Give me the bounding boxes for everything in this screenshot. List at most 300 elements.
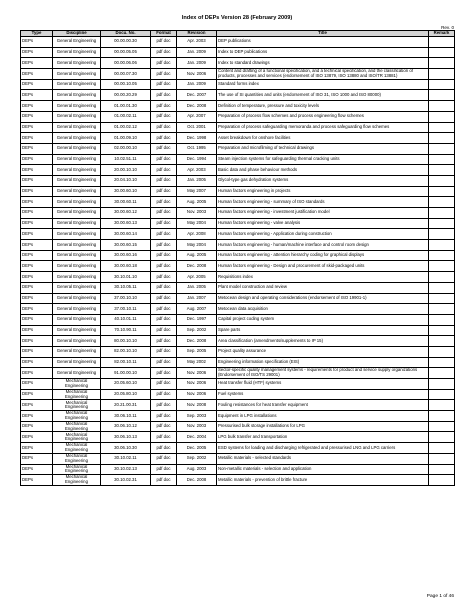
cell-format: pdf doc bbox=[151, 389, 177, 400]
cell-format: pdf doc bbox=[151, 58, 177, 69]
cell-docu-no: 30.06.10.11 bbox=[101, 411, 151, 422]
cell-type: DEPs bbox=[21, 250, 53, 261]
table-row bbox=[21, 346, 455, 357]
table-body bbox=[21, 37, 455, 486]
column-header-revision: Revision bbox=[177, 31, 217, 37]
table-row bbox=[21, 165, 455, 176]
cell-revision: Jan. 2009 bbox=[177, 58, 217, 69]
cell-discipline: General Engineering bbox=[53, 154, 101, 165]
table-row bbox=[21, 400, 455, 411]
cell-type: DEPs bbox=[21, 37, 53, 48]
cell-title: Pressurised bulk storage installations for LPG bbox=[217, 421, 429, 432]
cell-remark bbox=[429, 122, 455, 133]
cell-remark bbox=[429, 304, 455, 315]
cell-docu-no: 20.04.10.10 bbox=[101, 175, 151, 186]
cell-revision: Aug. 2003 bbox=[177, 464, 217, 475]
cell-docu-no: 01.00.02.11 bbox=[101, 111, 151, 122]
cell-docu-no: 00.00.10.05 bbox=[101, 79, 151, 90]
cell-title: Human factors engineering - Design and procurement of skid-packaged units bbox=[217, 261, 429, 272]
cell-remark bbox=[429, 421, 455, 432]
cell-discipline: Mechanical Engineering bbox=[53, 453, 101, 464]
cell-discipline: Mechanical Engineering bbox=[53, 443, 101, 454]
cell-title: Index to standard drawings bbox=[217, 58, 429, 69]
cell-discipline: General Engineering bbox=[53, 197, 101, 208]
cell-docu-no: 00.00.07.30 bbox=[101, 69, 151, 80]
cell-format: pdf doc bbox=[151, 90, 177, 101]
cell-revision: May 2004 bbox=[177, 218, 217, 229]
cell-format: pdf doc bbox=[151, 421, 177, 432]
table-row bbox=[21, 357, 455, 368]
column-header-title: Title bbox=[217, 31, 429, 37]
cell-type: DEPs bbox=[21, 389, 53, 400]
cell-title: The use of SI quantities and units (endorsement of ISO 31, ISO 1000 and ISO 80000) bbox=[217, 90, 429, 101]
cell-type: DEPs bbox=[21, 411, 53, 422]
cell-format: pdf doc bbox=[151, 368, 177, 379]
cell-format: pdf doc bbox=[151, 154, 177, 165]
column-header-type: Type bbox=[21, 31, 53, 37]
cell-type: DEPs bbox=[21, 293, 53, 304]
cell-revision: Sep. 2003 bbox=[177, 411, 217, 422]
cell-discipline: General Engineering bbox=[53, 69, 101, 80]
cell-format: pdf doc bbox=[151, 69, 177, 80]
cell-title: Human factors engineering - investment justification model bbox=[217, 208, 429, 219]
cell-discipline: General Engineering bbox=[53, 175, 101, 186]
table-row bbox=[21, 197, 455, 208]
cell-title: Definition of temperature, pressure and toxicity levels bbox=[217, 101, 429, 112]
cell-title: Preparation of process flow schemes and process engineering flow schemes bbox=[217, 111, 429, 122]
cell-format: pdf doc bbox=[151, 240, 177, 251]
cell-discipline: Mechanical Engineering bbox=[53, 379, 101, 390]
cell-docu-no: 70.10.90.11 bbox=[101, 325, 151, 336]
cell-revision: Dec. 1994 bbox=[177, 154, 217, 165]
cell-revision: Aug. 2005 bbox=[177, 197, 217, 208]
cell-remark bbox=[429, 346, 455, 357]
table-row bbox=[21, 379, 455, 390]
table-row bbox=[21, 229, 455, 240]
cell-docu-no: 20.00.10.10 bbox=[101, 165, 151, 176]
table-row bbox=[21, 453, 455, 464]
cell-docu-no: 30.06.10.30 bbox=[101, 443, 151, 454]
cell-docu-no: 30.00.60.14 bbox=[101, 229, 151, 240]
cell-remark bbox=[429, 79, 455, 90]
cell-docu-no: 30.00.60.16 bbox=[101, 250, 151, 261]
cell-revision: Nov. 2008 bbox=[177, 400, 217, 411]
cell-format: pdf doc bbox=[151, 208, 177, 219]
cell-docu-no: 00.00.20.29 bbox=[101, 90, 151, 101]
table-row bbox=[21, 218, 455, 229]
cell-type: DEPs bbox=[21, 186, 53, 197]
cell-title: ESD systems for loading and discharging refrigerated and pressurised LNG and LPG carriers bbox=[217, 443, 429, 454]
cell-format: pdf doc bbox=[151, 346, 177, 357]
cell-format: pdf doc bbox=[151, 165, 177, 176]
cell-title: Area classification (amendments/supplements to IP 15) bbox=[217, 336, 429, 347]
cell-format: pdf doc bbox=[151, 143, 177, 154]
cell-revision: Sep. 2002 bbox=[177, 453, 217, 464]
cell-type: DEPs bbox=[21, 282, 53, 293]
document-title: Index of DEPs Version 28 (February 2009) bbox=[181, 15, 293, 21]
cell-title: Human factors engineering - human/machine interface and control room design bbox=[217, 240, 429, 251]
cell-format: pdf doc bbox=[151, 314, 177, 325]
cell-type: DEPs bbox=[21, 453, 53, 464]
table-row bbox=[21, 47, 455, 58]
table-row bbox=[21, 336, 455, 347]
cell-discipline: General Engineering bbox=[53, 272, 101, 283]
cell-type: DEPs bbox=[21, 357, 53, 368]
cell-title: Equipment in LPG installations bbox=[217, 411, 429, 422]
cell-remark bbox=[429, 411, 455, 422]
cell-type: DEPs bbox=[21, 111, 53, 122]
cell-type: DEPs bbox=[21, 346, 53, 357]
cell-format: pdf doc bbox=[151, 411, 177, 422]
cell-type: DEPs bbox=[21, 336, 53, 347]
cell-type: DEPs bbox=[21, 175, 53, 186]
cell-docu-no: 20.05.80.10 bbox=[101, 389, 151, 400]
cell-revision: Dec. 2008 bbox=[177, 101, 217, 112]
cell-format: pdf doc bbox=[151, 432, 177, 443]
cell-format: pdf doc bbox=[151, 379, 177, 390]
cell-docu-no: 20.05.60.10 bbox=[101, 379, 151, 390]
cell-docu-no: 20.21.00.31 bbox=[101, 400, 151, 411]
table-row bbox=[21, 475, 455, 486]
cell-docu-no: 01.00.09.10 bbox=[101, 133, 151, 144]
table-row bbox=[21, 282, 455, 293]
cell-docu-no: 30.06.10.12 bbox=[101, 421, 151, 432]
cell-title: Heat transfer fluid (HTF) systems bbox=[217, 379, 429, 390]
cell-remark bbox=[429, 143, 455, 154]
cell-remark bbox=[429, 336, 455, 347]
cell-discipline: General Engineering bbox=[53, 37, 101, 48]
cell-remark bbox=[429, 368, 455, 379]
table-row bbox=[21, 325, 455, 336]
cell-revision: May 2007 bbox=[177, 186, 217, 197]
cell-discipline: General Engineering bbox=[53, 261, 101, 272]
cell-discipline: General Engineering bbox=[53, 111, 101, 122]
cell-docu-no: 30.06.10.13 bbox=[101, 432, 151, 443]
table-row bbox=[21, 443, 455, 454]
cell-revision: Nov. 2006 bbox=[177, 389, 217, 400]
cell-remark bbox=[429, 154, 455, 165]
cell-docu-no: 37.00.10.10 bbox=[101, 293, 151, 304]
table-row bbox=[21, 240, 455, 251]
cell-docu-no: 30.10.02.13 bbox=[101, 464, 151, 475]
cell-title: Index to DEP publications bbox=[217, 47, 429, 58]
cell-type: DEPs bbox=[21, 197, 53, 208]
table-row bbox=[21, 186, 455, 197]
cell-discipline: General Engineering bbox=[53, 58, 101, 69]
table-row bbox=[21, 261, 455, 272]
cell-remark bbox=[429, 325, 455, 336]
cell-docu-no: 00.00.00.30 bbox=[101, 37, 151, 48]
table-row bbox=[21, 368, 455, 379]
cell-docu-no: 80.00.10.10 bbox=[101, 336, 151, 347]
cell-remark bbox=[429, 432, 455, 443]
cell-remark bbox=[429, 197, 455, 208]
cell-type: DEPs bbox=[21, 122, 53, 133]
table-row bbox=[21, 250, 455, 261]
table-row bbox=[21, 154, 455, 165]
cell-discipline: General Engineering bbox=[53, 325, 101, 336]
cell-title: Metocean data acquisition bbox=[217, 304, 429, 315]
cell-format: pdf doc bbox=[151, 218, 177, 229]
cell-discipline: General Engineering bbox=[53, 143, 101, 154]
cell-type: DEPs bbox=[21, 464, 53, 475]
cell-format: pdf doc bbox=[151, 101, 177, 112]
cell-title: Glycol-type gas dehydration systems bbox=[217, 175, 429, 186]
cell-revision: Dec. 1997 bbox=[177, 314, 217, 325]
cell-title: Metallic materials - prevention of brittle fracture bbox=[217, 475, 429, 486]
cell-title: LPG bulk transfer and transportation bbox=[217, 432, 429, 443]
cell-type: DEPs bbox=[21, 79, 53, 90]
cell-revision: Jan. 2005 bbox=[177, 175, 217, 186]
cell-discipline: Mechanical Engineering bbox=[53, 475, 101, 486]
cell-docu-no: 30.00.60.15 bbox=[101, 240, 151, 251]
cell-type: DEPs bbox=[21, 47, 53, 58]
cell-type: DEPs bbox=[21, 101, 53, 112]
cell-discipline: Mechanical Engineering bbox=[53, 400, 101, 411]
cell-remark bbox=[429, 475, 455, 486]
cell-format: pdf doc bbox=[151, 111, 177, 122]
cell-docu-no: 30.00.60.10 bbox=[101, 186, 151, 197]
table-row bbox=[21, 101, 455, 112]
cell-discipline: General Engineering bbox=[53, 368, 101, 379]
table-row bbox=[21, 411, 455, 422]
table-row bbox=[21, 421, 455, 432]
cell-title: Preparation of process safeguarding memoranda and process safeguarding flow schemes bbox=[217, 122, 429, 133]
cell-docu-no: 30.00.60.12 bbox=[101, 208, 151, 219]
cell-type: DEPs bbox=[21, 432, 53, 443]
cell-remark bbox=[429, 58, 455, 69]
table-row bbox=[21, 133, 455, 144]
cell-remark bbox=[429, 261, 455, 272]
cell-type: DEPs bbox=[21, 325, 53, 336]
table-row bbox=[21, 58, 455, 69]
cell-discipline: General Engineering bbox=[53, 208, 101, 219]
cell-revision: Oct. 2001 bbox=[177, 122, 217, 133]
cell-docu-no: 01.00.01.30 bbox=[101, 101, 151, 112]
cell-title: Engineering information specification (EIS) bbox=[217, 357, 429, 368]
cell-revision: Nov. 2006 bbox=[177, 368, 217, 379]
cell-remark bbox=[429, 47, 455, 58]
cell-type: DEPs bbox=[21, 272, 53, 283]
cell-discipline: General Engineering bbox=[53, 218, 101, 229]
column-header-discipline: Discipline bbox=[53, 31, 101, 37]
cell-discipline: General Engineering bbox=[53, 79, 101, 90]
cell-docu-no: 30.00.60.11 bbox=[101, 197, 151, 208]
cell-discipline: General Engineering bbox=[53, 293, 101, 304]
cell-docu-no: 91.00.00.10 bbox=[101, 368, 151, 379]
cell-docu-no: 30.10.01.10 bbox=[101, 272, 151, 283]
cell-remark bbox=[429, 165, 455, 176]
cell-type: DEPs bbox=[21, 240, 53, 251]
cell-format: pdf doc bbox=[151, 261, 177, 272]
cell-discipline: General Engineering bbox=[53, 357, 101, 368]
cell-remark bbox=[429, 111, 455, 122]
table-row bbox=[21, 79, 455, 90]
cell-revision: Jan. 2007 bbox=[177, 293, 217, 304]
cell-format: pdf doc bbox=[151, 282, 177, 293]
cell-docu-no: 01.00.02.12 bbox=[101, 122, 151, 133]
table-row bbox=[21, 90, 455, 101]
cell-revision: Dec. 2004 bbox=[177, 432, 217, 443]
cell-title: Basic data and phase behaviour methods bbox=[217, 165, 429, 176]
table-row bbox=[21, 143, 455, 154]
cell-type: DEPs bbox=[21, 368, 53, 379]
cell-docu-no: 30.10.02.11 bbox=[101, 453, 151, 464]
cell-remark bbox=[429, 389, 455, 400]
page-number: Page 1 of 46 bbox=[426, 594, 454, 599]
cell-discipline: General Engineering bbox=[53, 133, 101, 144]
cell-docu-no: 37.00.10.11 bbox=[101, 304, 151, 315]
cell-format: pdf doc bbox=[151, 186, 177, 197]
cell-format: pdf doc bbox=[151, 443, 177, 454]
cell-remark bbox=[429, 293, 455, 304]
cell-discipline: Mechanical Engineering bbox=[53, 411, 101, 422]
cell-format: pdf doc bbox=[151, 122, 177, 133]
cell-title: Human factors engineering - Application during construction bbox=[217, 229, 429, 240]
cell-format: pdf doc bbox=[151, 453, 177, 464]
cell-revision: May 2002 bbox=[177, 357, 217, 368]
cell-discipline: General Engineering bbox=[53, 282, 101, 293]
table-row bbox=[21, 111, 455, 122]
cell-format: pdf doc bbox=[151, 175, 177, 186]
cell-discipline: Mechanical Engineering bbox=[53, 464, 101, 475]
cell-revision: Dec. 1998 bbox=[177, 133, 217, 144]
cell-revision: Dec. 2007 bbox=[177, 90, 217, 101]
cell-revision: Apr. 2003 bbox=[177, 165, 217, 176]
cell-docu-no: 02.00.00.10 bbox=[101, 143, 151, 154]
column-header-docu-no: Docu. No. bbox=[101, 31, 151, 37]
cell-revision: Dec. 2005 bbox=[177, 443, 217, 454]
cell-revision: Apr. 2008 bbox=[177, 229, 217, 240]
cell-title: Preparation and microfilming of technical drawings bbox=[217, 143, 429, 154]
cell-revision: Apr. 2005 bbox=[177, 272, 217, 283]
table-row bbox=[21, 272, 455, 283]
cell-remark bbox=[429, 175, 455, 186]
cell-revision: Apr. 2003 bbox=[177, 37, 217, 48]
table-row bbox=[21, 175, 455, 186]
cell-revision: Apr. 2007 bbox=[177, 111, 217, 122]
cell-format: pdf doc bbox=[151, 400, 177, 411]
cell-remark bbox=[429, 400, 455, 411]
cell-revision: Dec. 2008 bbox=[177, 336, 217, 347]
cell-remark bbox=[429, 133, 455, 144]
cell-docu-no: 30.10.05.11 bbox=[101, 282, 151, 293]
cell-format: pdf doc bbox=[151, 357, 177, 368]
cell-type: DEPs bbox=[21, 218, 53, 229]
table-row bbox=[21, 208, 455, 219]
column-header-format: Format bbox=[151, 31, 177, 37]
cell-format: pdf doc bbox=[151, 47, 177, 58]
table-row bbox=[21, 432, 455, 443]
table-row bbox=[21, 122, 455, 133]
cell-remark bbox=[429, 218, 455, 229]
cell-discipline: General Engineering bbox=[53, 314, 101, 325]
cell-discipline: General Engineering bbox=[53, 346, 101, 357]
cell-docu-no: 82.00.10.10 bbox=[101, 346, 151, 357]
cell-type: DEPs bbox=[21, 261, 53, 272]
cell-remark bbox=[429, 379, 455, 390]
cell-title: Human factors engineering - attention hierarchy coding for graphical displays bbox=[217, 250, 429, 261]
cell-format: pdf doc bbox=[151, 79, 177, 90]
cell-remark bbox=[429, 208, 455, 219]
cell-remark bbox=[429, 229, 455, 240]
cell-revision: Jan. 2009 bbox=[177, 47, 217, 58]
cell-type: DEPs bbox=[21, 165, 53, 176]
cell-discipline: General Engineering bbox=[53, 229, 101, 240]
cell-type: DEPs bbox=[21, 69, 53, 80]
cell-revision: Dec. 2008 bbox=[177, 475, 217, 486]
cell-discipline: General Engineering bbox=[53, 336, 101, 347]
cell-title: Asset breakdown for onshore facilities bbox=[217, 133, 429, 144]
cell-title: Plant model construction and review bbox=[217, 282, 429, 293]
cell-revision: Jan. 2005 bbox=[177, 282, 217, 293]
cell-title: Human factors engineering - valve analysis bbox=[217, 218, 429, 229]
cell-format: pdf doc bbox=[151, 37, 177, 48]
cell-revision: Sep. 2005 bbox=[177, 346, 217, 357]
cell-format: pdf doc bbox=[151, 304, 177, 315]
cell-title: Metocean design and operating considerations (endorsement of ISO 19901-1) bbox=[217, 293, 429, 304]
cell-title: Steam injection systems for safeguarding thermal cracking units bbox=[217, 154, 429, 165]
dep-index-table bbox=[20, 30, 455, 486]
cell-remark bbox=[429, 443, 455, 454]
cell-discipline: General Engineering bbox=[53, 122, 101, 133]
cell-revision: Nov. 2003 bbox=[177, 421, 217, 432]
cell-remark bbox=[429, 250, 455, 261]
cell-type: DEPs bbox=[21, 229, 53, 240]
cell-format: pdf doc bbox=[151, 229, 177, 240]
cell-docu-no: 10.02.51.11 bbox=[101, 154, 151, 165]
cell-remark bbox=[429, 37, 455, 48]
cell-revision: Nov. 2006 bbox=[177, 379, 217, 390]
cell-docu-no: 40.10.01.11 bbox=[101, 314, 151, 325]
revision-label: Rev. 0 bbox=[441, 25, 454, 30]
cell-discipline: General Engineering bbox=[53, 101, 101, 112]
cell-discipline: General Engineering bbox=[53, 47, 101, 58]
cell-remark bbox=[429, 314, 455, 325]
table-row bbox=[21, 389, 455, 400]
cell-type: DEPs bbox=[21, 443, 53, 454]
cell-revision: Dec. 2008 bbox=[177, 261, 217, 272]
cell-revision: May 2004 bbox=[177, 240, 217, 251]
cell-title: Requisitions index bbox=[217, 272, 429, 283]
table-row bbox=[21, 304, 455, 315]
cell-docu-no: 30.10.02.31 bbox=[101, 475, 151, 486]
cell-type: DEPs bbox=[21, 154, 53, 165]
cell-remark bbox=[429, 272, 455, 283]
cell-type: DEPs bbox=[21, 421, 53, 432]
cell-title: Sector-specific quality management systems - requirements for product and service supply organizations (Endorsement of ISO/TS 29001) bbox=[217, 368, 429, 379]
table-row bbox=[21, 464, 455, 475]
cell-discipline: General Engineering bbox=[53, 240, 101, 251]
cell-format: pdf doc bbox=[151, 272, 177, 283]
cell-remark bbox=[429, 101, 455, 112]
cell-revision: Oct. 1995 bbox=[177, 143, 217, 154]
cell-type: DEPs bbox=[21, 143, 53, 154]
cell-type: DEPs bbox=[21, 314, 53, 325]
cell-format: pdf doc bbox=[151, 250, 177, 261]
cell-format: pdf doc bbox=[151, 293, 177, 304]
cell-type: DEPs bbox=[21, 133, 53, 144]
cell-docu-no: 00.00.06.06 bbox=[101, 58, 151, 69]
cell-title: Human factors engineering - summary of ISO standards bbox=[217, 197, 429, 208]
table-row bbox=[21, 314, 455, 325]
cell-title: Fouling resistances for heat transfer equipment bbox=[217, 400, 429, 411]
cell-docu-no: 30.00.60.13 bbox=[101, 218, 151, 229]
cell-revision: Sep. 2002 bbox=[177, 325, 217, 336]
cell-remark bbox=[429, 90, 455, 101]
cell-discipline: General Engineering bbox=[53, 165, 101, 176]
cell-remark bbox=[429, 240, 455, 251]
